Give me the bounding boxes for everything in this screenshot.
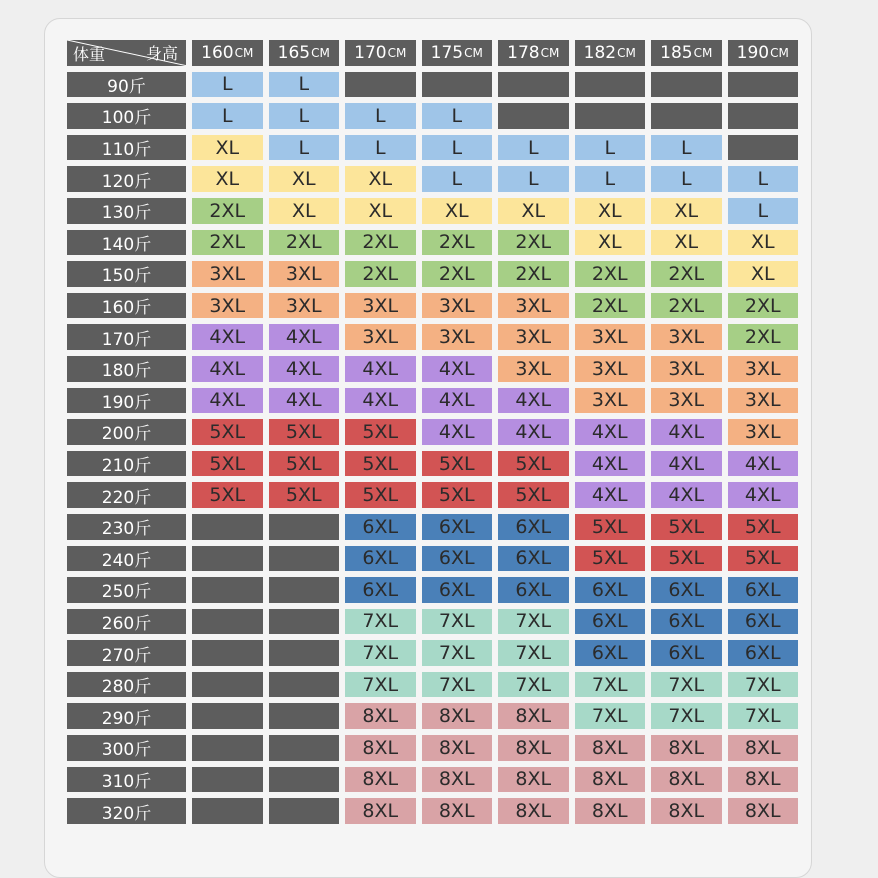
size-cell: 4XL bbox=[192, 324, 263, 350]
weight-label: 170斤 bbox=[67, 324, 186, 350]
weight-axis-label: 体重 bbox=[73, 44, 106, 64]
size-cell: 2XL bbox=[345, 261, 416, 287]
size-cell: 2XL bbox=[422, 230, 493, 256]
height-header bbox=[422, 40, 493, 66]
height-header bbox=[345, 40, 416, 66]
size-cell: 3XL bbox=[192, 261, 263, 287]
empty-cell bbox=[269, 609, 340, 635]
weight-label: 150斤 bbox=[67, 261, 186, 287]
size-cell: 8XL bbox=[651, 735, 722, 761]
empty-cell bbox=[269, 640, 340, 666]
size-cell: 5XL bbox=[345, 451, 416, 477]
weight-label: 260斤 bbox=[67, 609, 186, 635]
size-cell: 8XL bbox=[345, 703, 416, 729]
weight-label: 110斤 bbox=[67, 135, 186, 161]
size-cell: 4XL bbox=[422, 356, 493, 382]
size-cell: L bbox=[651, 166, 722, 192]
size-cell: 5XL bbox=[575, 546, 646, 572]
size-cell: 3XL bbox=[498, 293, 569, 319]
size-cell: 2XL bbox=[345, 230, 416, 256]
size-cell: 5XL bbox=[651, 514, 722, 540]
size-cell: 7XL bbox=[575, 672, 646, 698]
size-cell: 4XL bbox=[269, 388, 340, 414]
size-cell: 2XL bbox=[728, 324, 799, 350]
size-cell: XL bbox=[575, 198, 646, 224]
size-cell: 2XL bbox=[192, 198, 263, 224]
height-unit: CM bbox=[234, 45, 254, 60]
weight-label: 90斤 bbox=[67, 72, 186, 98]
size-cell: L bbox=[345, 103, 416, 129]
empty-cell bbox=[192, 546, 263, 572]
size-cell: 5XL bbox=[269, 451, 340, 477]
height-value: 175 bbox=[430, 42, 464, 63]
empty-cell bbox=[269, 798, 340, 824]
empty-cell bbox=[269, 703, 340, 729]
size-cell: L bbox=[728, 166, 799, 192]
size-cell: 4XL bbox=[345, 356, 416, 382]
size-cell: L bbox=[422, 135, 493, 161]
size-cell: XL bbox=[728, 261, 799, 287]
size-cell: 8XL bbox=[651, 798, 722, 824]
size-cell: XL bbox=[192, 166, 263, 192]
size-cell: XL bbox=[498, 198, 569, 224]
size-cell: 7XL bbox=[345, 672, 416, 698]
size-cell: 6XL bbox=[345, 546, 416, 572]
size-cell: 4XL bbox=[651, 419, 722, 445]
size-cell: 2XL bbox=[651, 293, 722, 319]
weight-label: 100斤 bbox=[67, 103, 186, 129]
size-cell: 6XL bbox=[575, 640, 646, 666]
size-cell: 5XL bbox=[269, 419, 340, 445]
size-cell: 6XL bbox=[422, 577, 493, 603]
empty-cell bbox=[728, 72, 799, 98]
size-cell: 4XL bbox=[269, 356, 340, 382]
size-cell: XL bbox=[422, 198, 493, 224]
size-cell: 2XL bbox=[498, 230, 569, 256]
size-cell: 3XL bbox=[728, 388, 799, 414]
size-cell: 4XL bbox=[728, 451, 799, 477]
empty-cell bbox=[269, 546, 340, 572]
empty-cell bbox=[192, 703, 263, 729]
size-cell: L bbox=[269, 72, 340, 98]
height-unit: CM bbox=[311, 45, 330, 60]
height-unit: CM bbox=[693, 45, 713, 60]
height-axis-label: 身高 bbox=[145, 44, 178, 63]
size-cell: 2XL bbox=[575, 261, 646, 287]
size-cell: 3XL bbox=[575, 356, 646, 382]
size-cell: 3XL bbox=[269, 293, 340, 319]
size-cell: 5XL bbox=[575, 514, 646, 540]
size-cell: L bbox=[422, 166, 493, 192]
height-value: 182 bbox=[583, 42, 617, 63]
size-cell: 3XL bbox=[728, 419, 799, 445]
size-cell: 7XL bbox=[728, 672, 799, 698]
size-cell: 4XL bbox=[422, 388, 493, 414]
height-unit: CM bbox=[770, 45, 789, 60]
size-cell: 4XL bbox=[192, 356, 263, 382]
size-cell: 5XL bbox=[192, 419, 263, 445]
size-chart-grid bbox=[67, 40, 798, 824]
size-cell: 5XL bbox=[192, 482, 263, 508]
size-cell: 6XL bbox=[345, 577, 416, 603]
size-cell: 7XL bbox=[498, 640, 569, 666]
empty-cell bbox=[345, 72, 416, 98]
size-cell: 2XL bbox=[651, 261, 722, 287]
size-cell: 2XL bbox=[269, 230, 340, 256]
size-cell: 4XL bbox=[651, 451, 722, 477]
weight-label: 240斤 bbox=[67, 546, 186, 572]
size-cell: L bbox=[651, 135, 722, 161]
height-header bbox=[498, 40, 569, 66]
size-cell: 2XL bbox=[192, 230, 263, 256]
weight-label: 280斤 bbox=[67, 672, 186, 698]
size-cell: 7XL bbox=[575, 703, 646, 729]
weight-label: 250斤 bbox=[67, 577, 186, 603]
size-cell: 8XL bbox=[422, 767, 493, 793]
empty-cell bbox=[192, 735, 263, 761]
size-cell: 2XL bbox=[422, 261, 493, 287]
empty-cell bbox=[728, 135, 799, 161]
size-cell: 6XL bbox=[498, 577, 569, 603]
size-cell: XL bbox=[269, 166, 340, 192]
size-cell: 3XL bbox=[498, 324, 569, 350]
size-cell: L bbox=[192, 72, 263, 98]
height-value: 190 bbox=[736, 42, 770, 63]
empty-cell bbox=[192, 609, 263, 635]
size-cell: 8XL bbox=[575, 798, 646, 824]
empty-cell bbox=[192, 672, 263, 698]
size-cell: L bbox=[269, 135, 340, 161]
size-cell: 8XL bbox=[422, 703, 493, 729]
weight-label: 140斤 bbox=[67, 230, 186, 256]
size-cell: L bbox=[422, 103, 493, 129]
empty-cell bbox=[498, 103, 569, 129]
weight-label: 290斤 bbox=[67, 703, 186, 729]
size-cell: 3XL bbox=[575, 388, 646, 414]
size-cell: 3XL bbox=[422, 293, 493, 319]
size-cell: 6XL bbox=[728, 640, 799, 666]
empty-cell bbox=[269, 735, 340, 761]
weight-label: 120斤 bbox=[67, 166, 186, 192]
size-cell: 7XL bbox=[345, 609, 416, 635]
size-cell: 8XL bbox=[728, 767, 799, 793]
size-cell: XL bbox=[345, 198, 416, 224]
size-cell: 3XL bbox=[269, 261, 340, 287]
weight-label: 160斤 bbox=[67, 293, 186, 319]
size-cell: 4XL bbox=[498, 419, 569, 445]
size-cell: XL bbox=[651, 230, 722, 256]
size-cell: 3XL bbox=[651, 388, 722, 414]
size-cell: 8XL bbox=[422, 735, 493, 761]
empty-cell bbox=[269, 767, 340, 793]
height-unit: CM bbox=[617, 45, 636, 60]
size-cell: 5XL bbox=[651, 546, 722, 572]
size-cell: 8XL bbox=[345, 798, 416, 824]
size-cell: 7XL bbox=[498, 672, 569, 698]
size-cell: XL bbox=[269, 198, 340, 224]
size-cell: 7XL bbox=[422, 640, 493, 666]
empty-cell bbox=[728, 103, 799, 129]
size-cell: 6XL bbox=[651, 640, 722, 666]
empty-cell bbox=[269, 672, 340, 698]
size-cell: 8XL bbox=[422, 798, 493, 824]
weight-label: 200斤 bbox=[67, 419, 186, 445]
weight-label: 210斤 bbox=[67, 451, 186, 477]
size-cell: 8XL bbox=[728, 798, 799, 824]
size-cell: 5XL bbox=[269, 482, 340, 508]
empty-cell bbox=[192, 798, 263, 824]
size-cell: 4XL bbox=[651, 482, 722, 508]
size-cell: 5XL bbox=[422, 482, 493, 508]
height-unit: CM bbox=[464, 45, 483, 60]
size-cell: L bbox=[269, 103, 340, 129]
size-cell: 3XL bbox=[192, 293, 263, 319]
size-cell: 5XL bbox=[498, 482, 569, 508]
empty-cell bbox=[269, 514, 340, 540]
size-cell: 8XL bbox=[575, 767, 646, 793]
size-cell: 6XL bbox=[575, 577, 646, 603]
size-cell: 2XL bbox=[728, 293, 799, 319]
size-cell: 7XL bbox=[422, 609, 493, 635]
weight-label: 180斤 bbox=[67, 356, 186, 382]
size-cell: 6XL bbox=[728, 577, 799, 603]
size-cell: 3XL bbox=[651, 356, 722, 382]
empty-cell bbox=[651, 103, 722, 129]
empty-cell bbox=[575, 72, 646, 98]
size-cell: 6XL bbox=[422, 546, 493, 572]
empty-cell bbox=[498, 72, 569, 98]
size-cell: 2XL bbox=[575, 293, 646, 319]
size-cell: 4XL bbox=[192, 388, 263, 414]
size-cell: L bbox=[575, 135, 646, 161]
height-header bbox=[192, 40, 263, 66]
size-cell: XL bbox=[192, 135, 263, 161]
size-cell: 4XL bbox=[728, 482, 799, 508]
size-cell: 3XL bbox=[575, 324, 646, 350]
size-cell: 3XL bbox=[651, 324, 722, 350]
weight-label: 310斤 bbox=[67, 767, 186, 793]
size-cell: XL bbox=[575, 230, 646, 256]
height-unit: CM bbox=[387, 45, 407, 60]
size-cell: 7XL bbox=[728, 703, 799, 729]
height-header bbox=[728, 40, 799, 66]
size-cell: 6XL bbox=[651, 609, 722, 635]
size-cell: 3XL bbox=[345, 324, 416, 350]
size-cell: 7XL bbox=[422, 672, 493, 698]
empty-cell bbox=[269, 577, 340, 603]
size-cell: 5XL bbox=[498, 451, 569, 477]
size-cell: 6XL bbox=[728, 609, 799, 635]
size-cell: L bbox=[728, 198, 799, 224]
size-cell: 6XL bbox=[498, 514, 569, 540]
size-cell: 3XL bbox=[345, 293, 416, 319]
empty-cell bbox=[192, 640, 263, 666]
size-cell: 4XL bbox=[422, 419, 493, 445]
size-cell: 4XL bbox=[269, 324, 340, 350]
empty-cell bbox=[575, 103, 646, 129]
height-value: 165 bbox=[277, 42, 311, 63]
corner-header bbox=[67, 40, 186, 66]
height-header bbox=[269, 40, 340, 66]
size-cell: 5XL bbox=[192, 451, 263, 477]
height-value: 185 bbox=[660, 42, 693, 63]
height-value: 170 bbox=[354, 42, 387, 63]
size-cell: 7XL bbox=[345, 640, 416, 666]
size-cell: XL bbox=[345, 166, 416, 192]
size-cell: 3XL bbox=[728, 356, 799, 382]
size-cell: 8XL bbox=[498, 798, 569, 824]
size-cell: 6XL bbox=[575, 609, 646, 635]
height-value: 178 bbox=[507, 42, 540, 63]
size-cell: 8XL bbox=[498, 703, 569, 729]
size-cell: L bbox=[498, 166, 569, 192]
size-cell: 4XL bbox=[575, 482, 646, 508]
size-cell: 4XL bbox=[575, 419, 646, 445]
size-cell: 6XL bbox=[422, 514, 493, 540]
weight-label: 220斤 bbox=[67, 482, 186, 508]
weight-label: 130斤 bbox=[67, 198, 186, 224]
height-header bbox=[575, 40, 646, 66]
size-cell: 7XL bbox=[651, 703, 722, 729]
size-cell: 2XL bbox=[498, 261, 569, 287]
weight-label: 320斤 bbox=[67, 798, 186, 824]
size-cell: 8XL bbox=[345, 735, 416, 761]
size-cell: 8XL bbox=[728, 735, 799, 761]
size-cell: 7XL bbox=[651, 672, 722, 698]
weight-label: 270斤 bbox=[67, 640, 186, 666]
empty-cell bbox=[422, 72, 493, 98]
empty-cell bbox=[651, 72, 722, 98]
size-cell: 6XL bbox=[651, 577, 722, 603]
size-cell: 4XL bbox=[498, 388, 569, 414]
empty-cell bbox=[192, 514, 263, 540]
size-cell: 5XL bbox=[345, 419, 416, 445]
size-cell: 8XL bbox=[575, 735, 646, 761]
size-cell: 5XL bbox=[345, 482, 416, 508]
size-cell: 4XL bbox=[575, 451, 646, 477]
size-cell: 8XL bbox=[498, 767, 569, 793]
size-cell: L bbox=[345, 135, 416, 161]
size-cell: 8XL bbox=[498, 735, 569, 761]
empty-cell bbox=[192, 767, 263, 793]
size-cell: 8XL bbox=[345, 767, 416, 793]
size-cell: L bbox=[575, 166, 646, 192]
height-header bbox=[651, 40, 722, 66]
size-cell: 5XL bbox=[422, 451, 493, 477]
size-cell: L bbox=[498, 135, 569, 161]
size-cell: 5XL bbox=[728, 546, 799, 572]
size-cell: 3XL bbox=[422, 324, 493, 350]
size-cell: 6XL bbox=[345, 514, 416, 540]
size-cell: 6XL bbox=[498, 546, 569, 572]
size-cell: 5XL bbox=[728, 514, 799, 540]
weight-label: 230斤 bbox=[67, 514, 186, 540]
weight-label: 300斤 bbox=[67, 735, 186, 761]
size-cell: L bbox=[192, 103, 263, 129]
height-unit: CM bbox=[540, 45, 560, 60]
size-cell: 8XL bbox=[651, 767, 722, 793]
size-cell: 7XL bbox=[498, 609, 569, 635]
size-cell: 4XL bbox=[345, 388, 416, 414]
weight-label: 190斤 bbox=[67, 388, 186, 414]
size-cell: XL bbox=[728, 230, 799, 256]
size-cell: 3XL bbox=[498, 356, 569, 382]
height-value: 160 bbox=[201, 42, 234, 63]
empty-cell bbox=[192, 577, 263, 603]
size-cell: XL bbox=[651, 198, 722, 224]
